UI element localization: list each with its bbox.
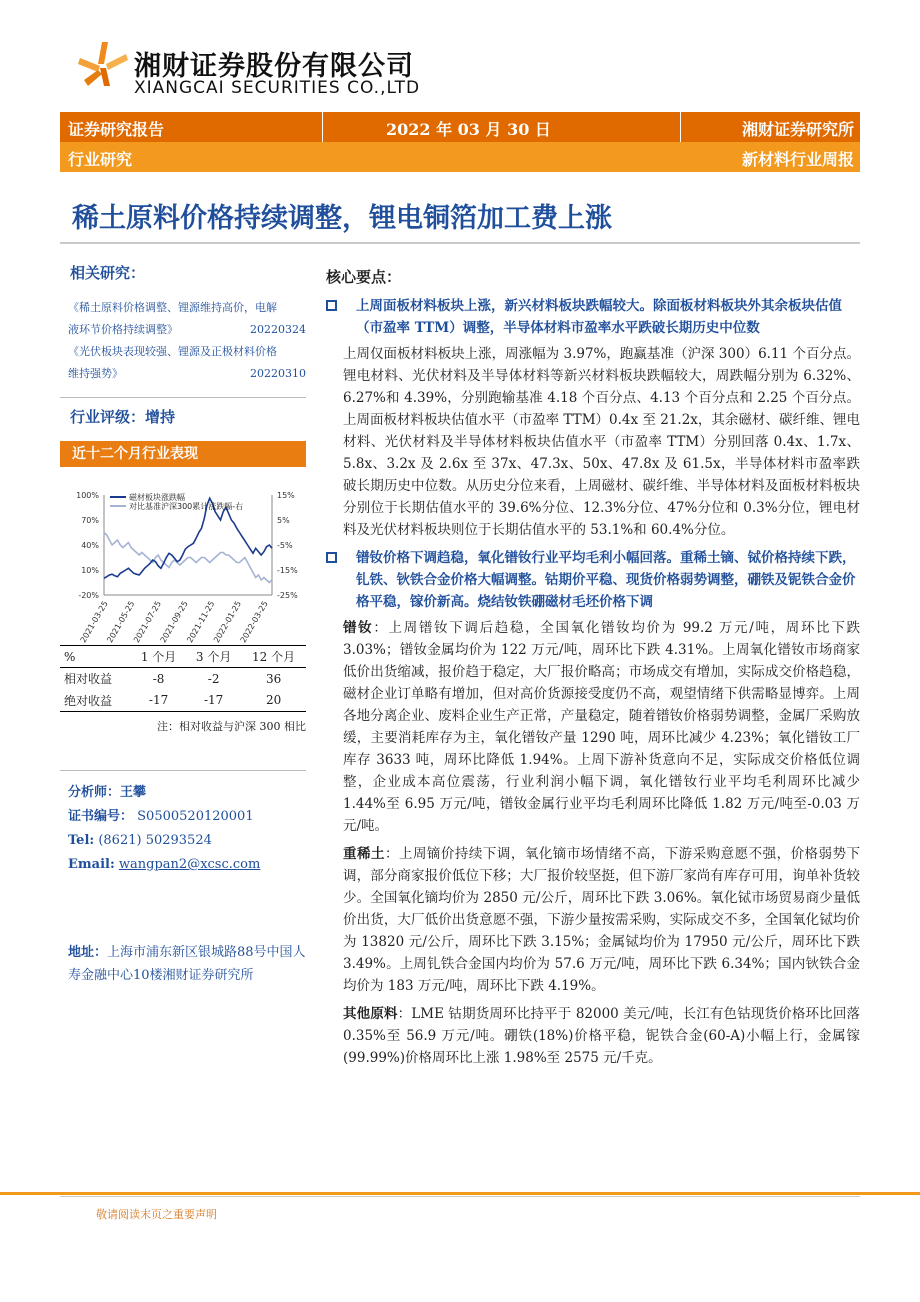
y-tick-label-right: 15% [277,491,295,500]
y-tick-label-left: 100% [76,491,99,500]
bullet-body: 上周仅面板材料板块上涨，周涨幅为 3.97%，跑赢基准（沪深 300）6.11 个百分点。锂电材料、光伏材料及半导体材料等新兴材料板块跌幅较大，周跌幅分别为 6.32%、6.27%和 4.39%，分别跑输基准 4.18 个百分点、4.13 个百分点和 2.25 个百分点。上周面板材料板块估值水平（市盈率 TTM）0.4x 至 21.2x，其余磁材、碳纤维、锂电材料、光伏材料及半导体材料板块估值水平（市盈率 TTM）分别回落 0.4x、1.7x、5.8x、3.2x 及 2.6x 至 37x、47.3x、50x、47.8x 及 61.5x，半导体材料市盈率跌破长期历史中位数。从历史分位来看，上周磁材、碳纤维、半导体材料及面板材料板块分别位于长期估值水平的 39.6%分位、12.3%分位、47%分位和 0.3%分位，锂电材料及光伏材料板块则位于长期估值水平的 53.1%和 60.4%分位。 [343,346,860,538]
bullet-heading [326,547,860,613]
main-content [326,266,860,1075]
x-tick-label: 2021-03-25 [78,599,110,645]
y-tick-label-right: -25% [277,591,298,600]
x-tick-label: 2021-05-25 [105,599,137,645]
y-tick-label-right: -5% [277,541,293,550]
brand-name-cn: 湘财证券股份有限公司 [134,51,414,82]
x-tick-label: 2021-09-25 [158,599,190,645]
x-tick-label: 2021-11-25 [185,599,217,645]
table-cell: -8 [152,671,165,686]
table-header: 12 个月 [241,646,306,668]
bullet-heading [326,295,860,339]
table-header: 3 个月 [186,646,241,668]
related-date: 20220324 [250,323,306,336]
para-text: ：上周镝价持续下调，氧化镝市场情绪不高，下游采购意愿不强，价格弱势下调，部分商家报价低位下移；大厂报价较坚挺，但下游厂家尚有库存可用，询单补货较少。全国氧化镝均价为 2850 元/公斤，周环比下跌 3.06%。氧化铽市场贸易商少量低价出货，大厂低价出货意愿不强，下游少量按需采购，实际成交不多，全国氧化铽均价为 13820 元/公斤，周环比下跌 3.15%；金属铽均价为 17950 元/公斤，周环比下跌 3.49%。上周钆铁合金国内均价为 57.6 万元/吨，周环比下跌 6.34%；国内钬铁合金均价为 183 万元/吨，周环比下跌 4.19%。 [343,846,861,994]
related-text: 《稀土原料价格调整、锂源维持高价，电解 [68,301,277,314]
performance-table [60,645,306,712]
y-tick-label-right: -15% [277,566,298,575]
analyst-info [60,781,306,877]
email-link[interactable]: wangpan2@xcsc.com [118,857,261,872]
x-tick-label: 2022-01-25 [212,599,244,645]
related-research-item[interactable] [60,297,306,341]
report-type: 证券研究报告 [68,120,165,139]
related-research-item[interactable] [60,341,306,385]
table-cell: 绝对收益 [60,690,131,712]
sidebar [60,262,306,987]
table-cell: -2 [207,671,220,686]
para-text: ：LME 钴期货周环比持平于 82000 美元/吨，长江有色钴现货价格环比回落 0.35%至 56.9 万元/吨。硼铁(18%)价格平稳，铌铁合金(60-A)小幅上行，金属镓(99.99%)价格周环比上涨 1.98%至 2575 元/千克。 [343,1006,861,1066]
legend-label-magnetic: 磁材板块涨跌幅 [129,493,185,502]
report-date: 2022 年 03 月 30 日 [386,120,551,139]
bullet-heading-text: 上周面板材料板块上涨，新兴材料板块跌幅较大。除面板材料板块外其余板块估值（市盈率 TTM）调整，半导体材料市盈率水平跌破长期历史中位数 [356,298,842,336]
tel-number: (8621) 50293524 [98,833,212,848]
legend-label-benchmark: 对比基准沪深300累计涨跌幅-右 [129,502,244,511]
address-info [60,941,306,987]
related-text: 维持强势》 [68,367,123,380]
report-category: 行业研究 [68,150,133,169]
heavy-rare-earth-paragraph [326,843,860,997]
checkbox-icon [326,552,337,563]
footer-disclaimer: 敬请阅读末页之重要声明 [96,1208,217,1221]
table-row [60,690,306,712]
industry-rating: 行业评级：增持 [70,408,176,426]
table-cell: -17 [131,690,186,712]
related-text: 液环节价格持续调整》 [68,323,178,336]
bullet-heading-text: 镨钕价格下调趋稳，氧化镨钕行业平均毛利小幅回落。重稀土镝、铽价格持续下跌，钆铁、钬铁合金价格大幅调整。钴期价平稳、现货价格弱势调整，硼铁及铌铁合金价格平稳，镓价新高。烧结钕铁硼磁材毛坯价格下调 [356,550,856,610]
tel-label: Tel: [68,833,95,848]
institute-name: 湘财证券研究所 [741,120,854,139]
brand-name-en: XIANGCAI SECURITIES CO.,LTD [134,78,421,98]
table-note: 注：相对收益与沪深 300 相比 [157,720,306,733]
title-divider [60,242,860,244]
header-divider [680,112,681,142]
para-text: ：上周镨钕下调后趋稳，全国氧化镨钕均价为 99.2 万元/吨，周环比下跌 3.03%；镨钕金属均价为 122 万元/吨，周环比下跌 4.31%。上周氧化镨钕市场商家低价出货缩减，报价趋于稳定，大厂报价略高；市场成交有增加，实际成交价格趋稳，磁材企业订单略有增加，但对高价货源接受度仍不高，观望情绪下供需略显博弈。上周各地分离企业、废料企业生产正常，产量稳定，随着镨钕价格弱势调整，金属厂采购放缓，主要消耗库存为主，氧化镨钕产量 1290 吨，周环比减少 4.23%；氧化镨钕工厂库存 3633 吨，周环比降低 1.94%。上周下游补货意向不足，实际成交价格低位调整，企业成本高位震荡，行业利润小幅下调，氧化镨钕行业平均毛利周环比减少 1.44%至 6.95 万元/吨，镨钕金属行业平均毛利周环比降低 1.82 万元/吨至-0.03 万元/吨。 [343,620,860,834]
performance-title: 近十二个月行业表现 [60,441,306,467]
address-label: 地址： [68,945,108,960]
performance-chart [60,467,306,645]
para-label: 镨钕 [343,620,374,636]
x-tick-label: 2022-03-25 [238,599,270,645]
footer-line [0,1192,920,1195]
table-header: 1 个月 [131,646,186,668]
para-label: 重稀土 [343,846,385,862]
y-tick-label-left: -20% [78,591,99,600]
email-label: Email: [68,857,115,872]
y-tick-label-left: 40% [81,541,99,550]
table-cell: 20 [241,690,306,712]
table-cell: 36 [265,671,282,686]
checkbox-icon [326,300,337,311]
header-divider [322,112,323,142]
analyst-name: 王攀 [120,785,147,800]
sidebar-divider [60,397,306,398]
report-series: 新材料行业周报 [741,150,854,169]
para-label: 其他原料 [343,1006,398,1022]
header-bar-bottom [60,142,860,172]
table-cell: -17 [186,690,241,712]
series-line-benchmark [104,533,272,583]
related-text: 《光伏板块表现较强、锂源及正极材料价格 [68,345,277,358]
y-tick-label-left: 70% [81,516,99,525]
footer-line [60,1196,860,1197]
table-header: % [60,646,131,668]
praseodymium-paragraph [326,617,860,837]
table-row [60,668,306,690]
table-cell: 相对收益 [64,672,113,687]
sidebar-divider [60,770,306,771]
key-points-title: 核心要点： [326,268,402,286]
analyst-label: 分析师： [68,785,121,800]
company-logo-icon [78,40,128,88]
header-bar-top [60,112,860,142]
y-tick-label-left: 10% [81,566,99,575]
report-title: 稀土原料价格持续调整，锂电铜箔加工费上涨 [72,203,612,234]
other-materials-paragraph [326,1003,860,1069]
cert-label: 证书编号： [68,809,134,824]
x-tick-label: 2021-07-25 [132,599,164,645]
related-research-title: 相关研究： [70,264,146,282]
y-tick-label-right: 5% [277,516,290,525]
address-text: 上海市浦东新区银城路88号中国人寿金融中心10楼湘财证券研究所 [68,945,306,983]
related-date: 20220310 [250,367,306,380]
cert-number: S0500520120001 [137,809,254,824]
